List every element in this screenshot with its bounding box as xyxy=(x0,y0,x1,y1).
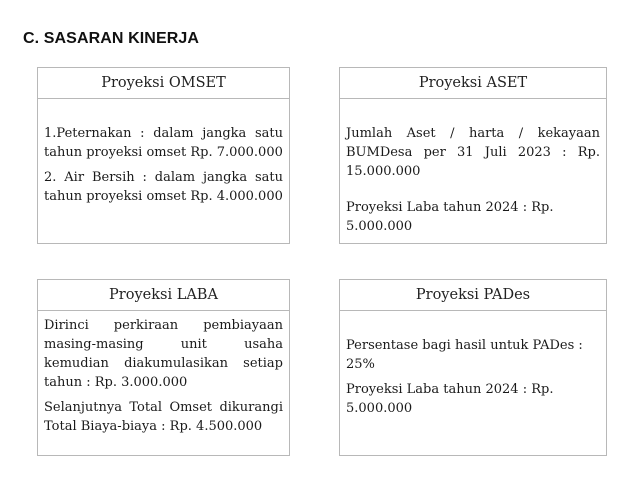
card-body xyxy=(44,316,283,436)
card-text: 2. Air Bersih : dalam jangka satu tahun proyeksi omset Rp. 4.000.000 xyxy=(44,170,283,204)
card-proyeksi-laba xyxy=(37,279,290,456)
card-proyeksi-aset xyxy=(339,67,607,244)
card-heading: Proyeksi LABA xyxy=(38,280,289,311)
card-body xyxy=(346,336,600,418)
card-text: Jumlah Aset / harta / kekayaan BUMDesa per 31 Juli 2023 : Rp. 15.000.000 xyxy=(346,126,600,179)
card-heading: Proyeksi OMSET xyxy=(38,68,289,99)
card-proyeksi-pades xyxy=(339,279,607,456)
page-title: C. SASARAN KINERJA xyxy=(23,30,200,47)
card-heading: Proyeksi ASET xyxy=(340,68,606,99)
card-text: Proyeksi Laba tahun 2024 : Rp. 5.000.000 xyxy=(346,200,554,234)
card-proyeksi-omset xyxy=(37,67,290,244)
card-heading: Proyeksi PADes xyxy=(340,280,606,311)
card-text: Persentase bagi hasil untuk PADes : 25% xyxy=(346,338,583,372)
card-text: 1.Peternakan : dalam jangka satu tahun proyeksi omset Rp. 7.000.000 xyxy=(44,126,283,160)
card-text: Dirinci perkiraan pembiayaan masing-masing unit usaha kemudian diakumulasikan setiap tahun : Rp. 3.000.000 xyxy=(44,318,283,390)
card-text: Selanjutnya Total Omset dikurangi Total Biaya-biaya : Rp. 4.500.000 xyxy=(44,400,283,434)
card-body xyxy=(346,124,600,236)
card-text: Proyeksi Laba tahun 2024 : Rp. 5.000.000 xyxy=(346,382,554,416)
card-body xyxy=(44,124,283,206)
